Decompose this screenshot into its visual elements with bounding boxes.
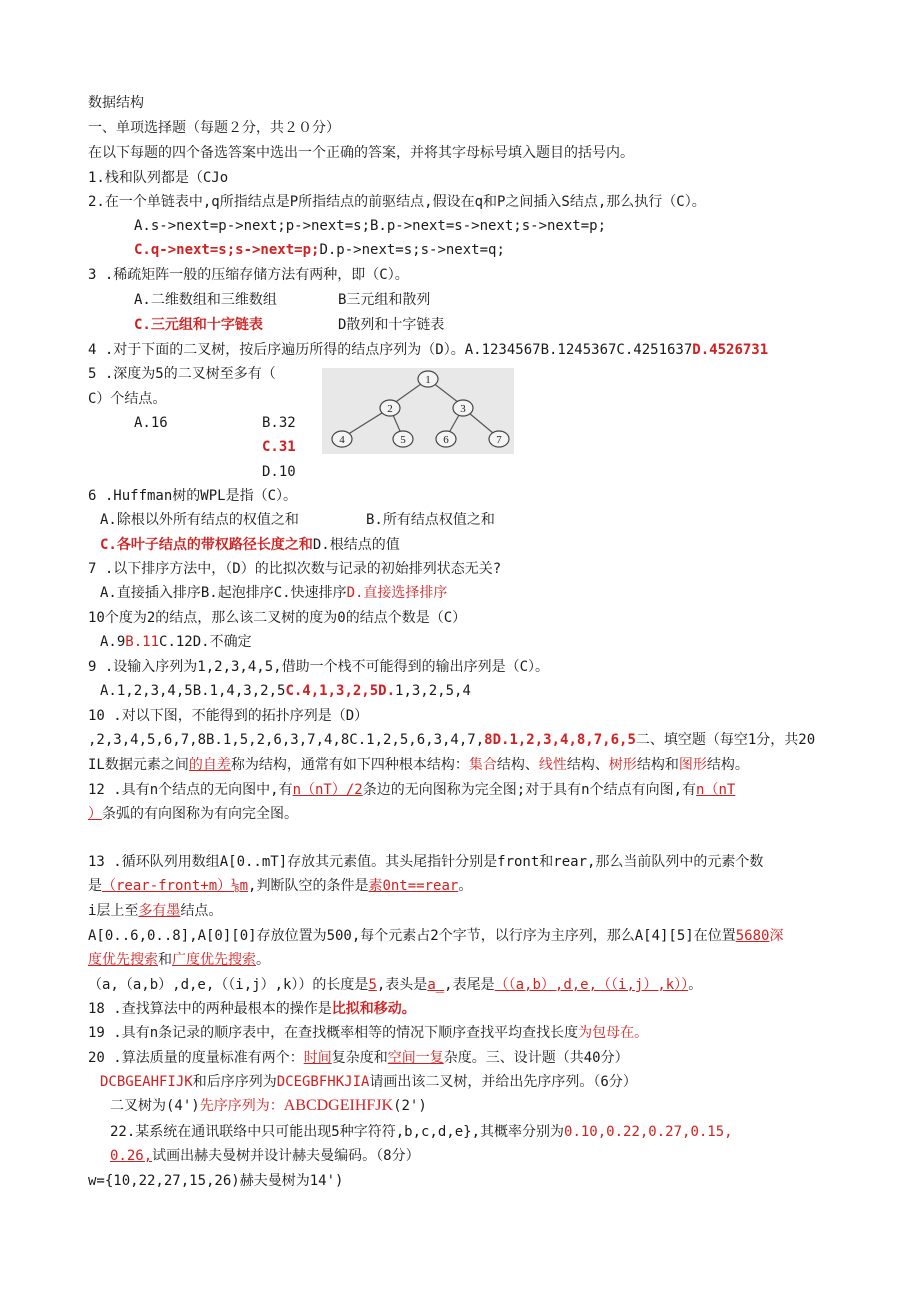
fill-11-text-a: IL数据元素之间 (88, 757, 189, 773)
question-4-text: 4 .对于下面的二叉树，按后序遍历所得的结点序列为（D）。A.1234567B.1245367C.4251637 (88, 342, 693, 358)
tree-node-label-2: 2 (387, 403, 393, 415)
design-21-preorder: ABCDGEIHFJK (283, 1097, 394, 1114)
fill-19-answer: 为包母在。 (578, 1025, 649, 1041)
fill-17-text-c: ,表尾是 (444, 977, 495, 993)
fill-16-answer-1-start: 深 (769, 928, 784, 944)
question-2-option-d: D.p->next=s;s->next=q; (319, 242, 505, 258)
fill-13-answer-2: 素0nt==rear (368, 878, 459, 894)
question-9-options-ab: A.1,2,3,4,5B.1,4,3,2,5 (100, 683, 286, 699)
fill-20-answer-2: 空间一复 (387, 1050, 444, 1066)
question-8: 10个度为2的结点，那么该二叉树的度为0的结点个数是（C） (88, 610, 467, 626)
question-5-line-1: 5 .深度为5的二叉树至多有（ (88, 366, 276, 382)
fill-16-text: 和 (158, 952, 172, 968)
question-3: 3 .稀疏矩阵一般的压缩存储方法有两种，即（C）。 (88, 267, 409, 283)
fill-13-cont (88, 876, 472, 896)
fill-13: 13 .循环队列用数组A[0..mT]存放其元素值。其头尾指针分别是front和rear,那么当前队列中的元素个数 (88, 854, 764, 870)
question-8-answer: B.11 (125, 634, 160, 650)
question-6-option-b: B.所有结点权值之和 (366, 512, 495, 528)
question-4-answer: D.4526731 (692, 342, 769, 358)
fill-17-text-a: （a,（a,b）,d,e,（（i,j）,k））的长度是 (88, 977, 369, 993)
question-5-option-d: D.10 (262, 464, 296, 480)
question-6-option-a: A.除根以外所有结点的权值之和 (100, 512, 299, 528)
fill-14 (88, 901, 222, 921)
fill-16-text-end: 。 (256, 952, 270, 968)
question-8-option-a: A.9 (100, 634, 126, 650)
doc-title: 数据结构 (88, 95, 144, 111)
fill-18 (88, 999, 416, 1019)
fill-13-text-d: 。 (458, 878, 473, 894)
fill-17 (88, 975, 702, 995)
question-5-line-2: C）个结点。 (88, 391, 167, 407)
fill-20-answer-1: 时间 (303, 1050, 332, 1066)
fill-20 (88, 1048, 629, 1068)
fill-12-answer-2-end: ） (88, 806, 102, 822)
tree-node-label-7: 7 (496, 434, 502, 446)
fill-12 (88, 780, 735, 800)
fill-11-text-e: 结构和 (636, 757, 679, 773)
design-21-inorder: DCBGEAHFIJK (100, 1074, 193, 1090)
fill-11-answer-5: 图形 (678, 757, 707, 773)
fill-11-answer-2: 集合 (468, 757, 497, 773)
fill-16 (88, 950, 270, 970)
design-21-score: (2') (393, 1098, 427, 1114)
fill-13-text-c: ,判断队空的条件是 (248, 878, 369, 894)
design-22-cont (110, 1146, 420, 1166)
fill-17-answer-1: 5 (368, 977, 377, 993)
question-5-option-b: B.32 (262, 415, 296, 431)
question-10-options-abc: ,2,3,4,5,6,7,8B.1,5,2,6,3,7,4,8C.1,2,5,6,3,4,7, (88, 732, 485, 748)
fill-13-answer-1: （rear-front+m）⅛m (102, 878, 249, 894)
design-22-probability-last: 0.26, (110, 1148, 153, 1164)
question-7: 7 .以下排序方法中，（D）的比拟次数与记录的初始排列状态无关? (88, 561, 502, 577)
fill-14-text-a: i层上至 (88, 903, 139, 919)
section-2-title: 二、填空题（每空1分，共20 (635, 732, 816, 748)
question-10-options (88, 730, 815, 750)
question-3-option-d: D散列和十字链表 (338, 317, 445, 333)
fill-17-answer-3: （（a,b）,d,e,（（i,j）,k）） (494, 977, 689, 993)
fill-11-text-b: 称为结构，通常有如下四种根本结构： (230, 757, 469, 773)
design-21-answer (110, 1096, 427, 1116)
question-5-option-a: A.16 (134, 415, 168, 431)
question-6-option-d: D.根结点的值 (312, 537, 400, 553)
question-2-options-cd (134, 240, 505, 260)
fill-12-cont (88, 804, 298, 824)
question-2-options-ab: A.s->next=p->next;p->next=s;B.p->next=s->next;s->next=p; (134, 218, 607, 234)
question-5-answer: C.31 (262, 439, 296, 455)
fill-18-text: 18 .查找算法中的两种最根本的操作是 (88, 1001, 332, 1017)
fill-18-answer: 比拟和移动。 (331, 1001, 416, 1017)
design-21-text-b: 请画出该二叉树，并给出先序序列。（6分） (369, 1074, 637, 1090)
fill-14-answer: 多有墨 (138, 903, 181, 919)
tree-node-label-4: 4 (339, 434, 345, 446)
fill-20-text-a: 20 .算法质量的度量标准有两个： (88, 1050, 304, 1066)
design-21-postorder: DCEGBFHKJIA (276, 1074, 370, 1090)
question-9-answer: C.4,1,3,2,5D. (285, 683, 396, 699)
question-10-answer: 8D.1,2,3,4,8,7,6,5 (484, 732, 636, 748)
fill-11 (88, 755, 749, 775)
design-21-text-a: 和后序序列为 (192, 1074, 277, 1090)
fill-14-text-b: 结点。 (180, 903, 223, 919)
fill-16-answer-2: 广度优先搜索 (172, 952, 256, 968)
fill-12-text-b: 条边的无向图称为完全图;对于具有n个结点有向图,有 (362, 782, 697, 798)
question-10: 10 .对以下图，不能得到的拓扑序列是（D） (88, 708, 369, 724)
design-22-probabilities: 0.10,0.22,0.27,0.15, (564, 1124, 733, 1140)
question-3-option-a: A.二维数组和三维数组 (134, 292, 277, 308)
question-9-option-d: 1,3,2,5,4 (395, 683, 471, 699)
question-3-option-b: B三元组和散列 (338, 292, 431, 308)
question-3-answer: C.三元组和十字链表 (134, 317, 263, 333)
question-6-options-cd (100, 535, 400, 555)
fill-15-text-a: A[0..6,0..8],A[0][0]存放位置为500,每个元素占2个字节，以行序为主序列，那么A[4][5]在位置 (88, 928, 736, 944)
tree-node-label-6: 6 (443, 434, 449, 446)
binary-tree-figure (322, 368, 514, 454)
fill-19-text: 19 .具有n条记录的顺序表中，在查找概率相等的情况下顺序查找平均查找长度 (88, 1025, 579, 1041)
fill-17-text-d: 。 (688, 977, 703, 993)
section-1-intro: 在以下每题的四个备选答案中选出一个正确的答案，并将其字母标号填入题目的括号内。 (88, 145, 634, 161)
fill-15 (88, 926, 783, 946)
tree-node-label-3: 3 (460, 403, 466, 415)
question-2: 2.在一个单链表中,q所指结点是P所指结点的前驱结点,假设在q和P之间插入S结点,那么执行（C）。 (88, 194, 706, 210)
fill-11-text-d: 结构、 (566, 757, 609, 773)
fill-20-text-b: 复杂度和 (331, 1050, 388, 1066)
fill-16-answer-1: 度优先搜索 (88, 952, 158, 968)
section-1-title: 一、单项选择题（每题２分，共２０分） (88, 120, 340, 136)
design-21-text-c: 二叉树为(4') (110, 1098, 200, 1114)
design-21 (100, 1072, 637, 1092)
question-7-options (100, 583, 447, 603)
design-22 (110, 1122, 733, 1142)
fill-13-text-b: 是 (88, 878, 102, 894)
fill-11-answer-1: 的自差 (188, 757, 231, 773)
design-21-answer-label: 先序序列为： (199, 1098, 284, 1114)
question-7-options-abc: A.直接插入排序B.起泡排序C.快速排序 (100, 585, 347, 601)
fill-12-answer-2: n（nT (696, 782, 736, 798)
question-9: 9 .设输入序列为1,2,3,4,5,借助一个栈不可能得到的输出序列是（C）。 (88, 659, 550, 675)
question-8-options (100, 632, 252, 652)
fill-12-answer-1: n（nT）/2 (292, 782, 363, 798)
question-6: 6 .Huffman树的WPL是指（C）。 (88, 488, 298, 504)
question-9-options (100, 681, 471, 701)
tree-node-label-5: 5 (400, 434, 406, 446)
question-4 (88, 340, 768, 360)
fill-17-text-b: ,表头是 (376, 977, 428, 993)
fill-19 (88, 1023, 648, 1043)
question-2-answer: C.q->next=s;s->next=p; (134, 242, 320, 258)
fill-12-text-c: 条弧的有向图称为有向完全图。 (102, 806, 298, 822)
fill-15-answer: 5680 (735, 928, 770, 944)
section-3-title: 杂度。三、设计题（共40分） (443, 1050, 629, 1066)
fill-11-answer-4: 树形 (608, 757, 637, 773)
fill-11-text-c: 结构、 (496, 757, 539, 773)
question-8-options-cd: C.12D.不确定 (159, 634, 252, 650)
fill-11-answer-3: 线性 (538, 757, 567, 773)
question-6-answer: C.各叶子结点的带权路径长度之和 (100, 537, 313, 553)
fill-11-text-f: 结构。 (706, 757, 749, 773)
question-7-answer: D.直接选择排序 (346, 585, 448, 601)
tree-node-label-1: 1 (425, 374, 431, 386)
design-22-answer: w={10,22,27,15,26)赫夫曼树为14') (88, 1173, 344, 1189)
design-22-text-b: 试画出赫夫曼树并设计赫夫曼编码。（8分） (152, 1148, 420, 1164)
question-1: 1.栈和队列都是（CJo (88, 170, 229, 186)
fill-12-text-a: 12 .具有n个结点的无向图中,有 (88, 782, 293, 798)
design-22-text-a: 22.某系统在通讯联络中只可能出现5种字符符,b,c,d,e},其概率分别为 (110, 1124, 565, 1140)
fill-17-answer-2: a_ (427, 977, 445, 993)
